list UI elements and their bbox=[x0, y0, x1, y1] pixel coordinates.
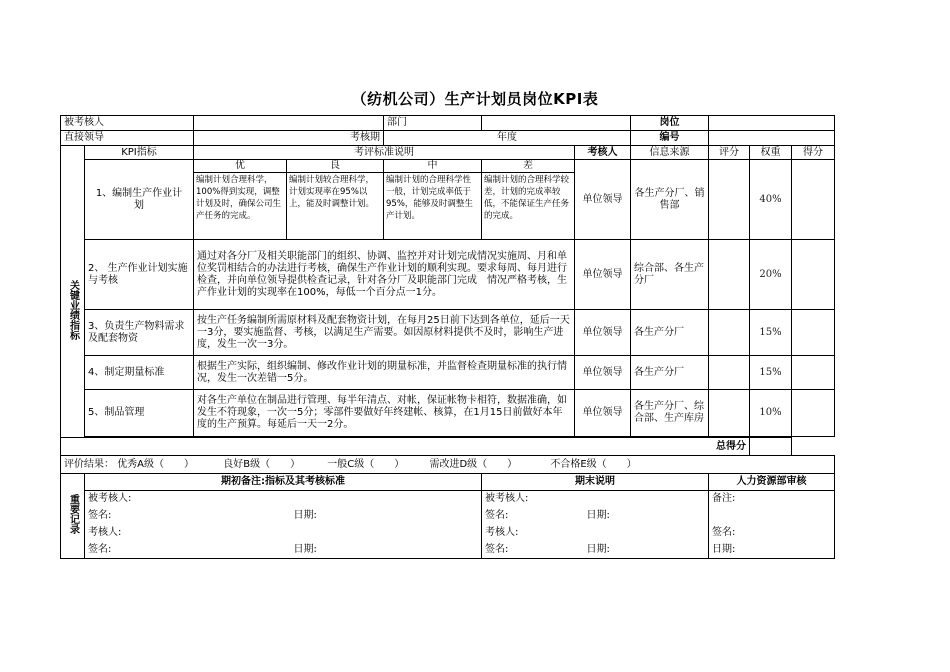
position-label: 岗位 bbox=[631, 116, 709, 131]
evaluation-e[interactable]: 不合格E级（ ） bbox=[550, 458, 637, 470]
col-assessor: 考核人 bbox=[575, 146, 631, 160]
records-end-header: 期末说明 bbox=[482, 474, 709, 491]
period-label: 考核期 bbox=[194, 131, 384, 146]
kpi-5-rating[interactable] bbox=[709, 390, 750, 437]
records-initial-appraisee: 被考核人: bbox=[85, 491, 482, 508]
kpi-3-score[interactable] bbox=[792, 310, 835, 356]
evaluation-d[interactable]: 需改进D级（ ） bbox=[429, 458, 518, 470]
column-header-row bbox=[61, 146, 835, 160]
evaluation-a[interactable]: 优秀A级（ ） bbox=[117, 458, 195, 470]
kpi-5-name: 5、制品管理 bbox=[85, 390, 194, 437]
kpi-4-name: 4、制定期量标准 bbox=[85, 356, 194, 390]
kpi-5-weight: 10% bbox=[750, 390, 792, 437]
kpi-table bbox=[60, 115, 835, 559]
records-hr-date: 日期: bbox=[709, 542, 835, 559]
header-row-2 bbox=[61, 131, 835, 146]
kpi-3-rating[interactable] bbox=[709, 310, 750, 356]
kpi-1-excellent: 编制计划合理科学，100%得到实现，调整计划及时，确保公司生产任务的完成。 bbox=[194, 173, 287, 240]
col-source: 信息来源 bbox=[631, 146, 709, 160]
kpi-5-desc: 对各生产单位在制品进行管理、每半年清点、对帐，保证帐物卡相符，数据准确，如发生不符现象，一次一5分；零部件要做好年终建帐、核算，在1月15日前做好本年度的生产预算。每延后一天一2分。 bbox=[194, 390, 575, 437]
kpi-3-row bbox=[61, 310, 835, 356]
grade-header-row bbox=[61, 160, 835, 173]
kpi-3-name: 3、负责生产物料需求及配套物资 bbox=[85, 310, 194, 356]
kpi-2-name: 2、 生产作业计划实施与考核 bbox=[85, 240, 194, 310]
kpi-2-desc: 通过对各分厂及相关职能部门的组织、协调、监控并对计划完成情况实施周、月和单位奖罚相结合的办法进行考核，确保生产作业计划的顺利实现。要求每周、每月进行检查，并向单位领导提供检查记录，针对各分厂及职能部门完成 情况严格考核，生产作业计划的实现率在100%，每低一个百分点一1分。 bbox=[194, 240, 575, 310]
appraisee-value[interactable] bbox=[194, 116, 384, 131]
year-label: 年度 bbox=[384, 131, 631, 146]
kpi-2-score[interactable] bbox=[792, 240, 835, 310]
records-end-assessor: 考核人: bbox=[482, 525, 709, 542]
evaluation-c[interactable]: 一般C级（ ） bbox=[327, 458, 405, 470]
kpi-1-good: 编制计划较合理科学，计划实现率在95%以上，能及时调整计划。 bbox=[287, 173, 384, 240]
kpi-3-assessor: 单位领导 bbox=[575, 310, 631, 356]
kpi-4-rating[interactable] bbox=[709, 356, 750, 390]
total-score[interactable] bbox=[750, 438, 792, 456]
records-end-date-2: 日期: bbox=[575, 542, 709, 559]
kpi-4-row bbox=[61, 356, 835, 390]
number-value[interactable] bbox=[709, 131, 835, 146]
kpi-2-weight: 20% bbox=[750, 240, 792, 310]
department-label: 部门 bbox=[384, 116, 482, 131]
records-initial-sign-1: 签名: bbox=[85, 508, 194, 525]
records-end-sign-2: 签名: bbox=[482, 542, 575, 559]
records-end-sign-1: 签名: bbox=[482, 508, 575, 525]
supervisor-label: 直接领导 bbox=[61, 131, 194, 146]
records-label-text: 重要记录 bbox=[67, 494, 79, 534]
grade-excellent: 优 bbox=[194, 160, 287, 173]
section-label-text: 关键业绩指标 bbox=[67, 279, 79, 340]
kpi-2-rating[interactable] bbox=[709, 240, 750, 310]
col-weight: 权重 bbox=[750, 146, 792, 160]
kpi-2-row bbox=[61, 240, 835, 310]
col-rating: 评分 bbox=[709, 146, 750, 160]
records-header-row bbox=[61, 474, 835, 491]
kpi-4-assessor: 单位领导 bbox=[575, 356, 631, 390]
records-initial-header: 期初备注:指标及其考核标准 bbox=[85, 474, 482, 491]
records-initial-date-2: 日期: bbox=[194, 542, 482, 559]
col-kpi: KPI指标 bbox=[85, 146, 194, 160]
records-hr-blank-1 bbox=[709, 508, 835, 525]
col-standard: 考评标准说明 bbox=[194, 146, 575, 160]
records-hr-sign: 签名: bbox=[709, 525, 835, 542]
kpi-1-weight: 40% bbox=[750, 160, 792, 240]
records-row-1 bbox=[61, 491, 835, 508]
kpi-3-weight: 15% bbox=[750, 310, 792, 356]
kpi-1-medium: 编制计划的合理科学性一般，计划完成率低于95%，能够及时调整生产计划。 bbox=[384, 173, 482, 240]
kpi-5-assessor: 单位领导 bbox=[575, 390, 631, 437]
records-row-3 bbox=[61, 525, 835, 542]
records-row-2 bbox=[61, 508, 835, 525]
kpi-4-score[interactable] bbox=[792, 356, 835, 390]
records-label bbox=[61, 474, 85, 559]
kpi-3-desc: 按生产任务编制所需原材料及配套物资计划，在每月25日前下达到各单位，延后一天一3分，要实施监督、考核，以满足生产需要。如因原材料提供不及时，影响生产进度，发生一次一3分。 bbox=[194, 310, 575, 356]
kpi-1-score[interactable] bbox=[792, 160, 835, 240]
appraisee-label: 被考核人 bbox=[61, 116, 194, 131]
number-label: 编号 bbox=[631, 131, 709, 146]
header-row-1 bbox=[61, 116, 835, 131]
evaluation-label: 评价结果： bbox=[64, 458, 114, 470]
col-score: 得分 bbox=[792, 146, 835, 160]
page-title: （纺机公司）生产计划员岗位KPI表 bbox=[351, 90, 599, 108]
position-value[interactable] bbox=[709, 116, 835, 131]
kpi-4-weight: 15% bbox=[750, 356, 792, 390]
kpi-5-score[interactable] bbox=[792, 390, 835, 437]
records-initial-sign-2: 签名: bbox=[85, 542, 194, 559]
total-row bbox=[61, 438, 835, 456]
evaluation-row bbox=[61, 456, 835, 474]
kpi-1-source: 各生产分厂、销售部 bbox=[631, 160, 709, 240]
records-end-date-1: 日期: bbox=[575, 508, 709, 525]
grade-good: 良 bbox=[287, 160, 384, 173]
kpi-1-name: 1、编制生产作业计划 bbox=[85, 160, 194, 240]
kpi-1-rating[interactable] bbox=[709, 160, 750, 240]
records-hr-note: 备注: bbox=[709, 491, 835, 508]
grade-poor: 差 bbox=[482, 160, 575, 173]
evaluation-b[interactable]: 良好B级（ ） bbox=[223, 458, 301, 470]
kpi-4-desc: 根据生产实际，组织编制、修改作业计划的期量标准，并监督检查期量标准的执行情况，发生一次差错一5分。 bbox=[194, 356, 575, 390]
department-value[interactable] bbox=[482, 116, 631, 131]
kpi-2-assessor: 单位领导 bbox=[575, 240, 631, 310]
kpi-5-source: 各生产分厂、综合部、生产库房 bbox=[631, 390, 709, 437]
kpi-2-source: 综合部、各生产分厂 bbox=[631, 240, 709, 310]
total-label: 总得分 bbox=[61, 438, 750, 456]
kpi-5-row bbox=[61, 390, 835, 437]
evaluation-result bbox=[61, 456, 835, 474]
kpi-1-poor: 编制计划的合理科学较差，计划的完成率较低，不能保证生产任务的完成。 bbox=[482, 173, 575, 240]
records-end-appraisee: 被考核人: bbox=[482, 491, 709, 508]
records-initial-assessor: 考核人: bbox=[85, 525, 482, 542]
records-initial-date-1: 日期: bbox=[194, 508, 482, 525]
records-hr-header: 人力资源部审核 bbox=[709, 474, 835, 491]
section-label-key-performance bbox=[61, 146, 85, 438]
kpi-3-source: 各生产分厂 bbox=[631, 310, 709, 356]
kpi-4-source: 各生产分厂 bbox=[631, 356, 709, 390]
grade-medium: 中 bbox=[384, 160, 482, 173]
kpi-1-assessor: 单位领导 bbox=[575, 160, 631, 240]
records-row-4 bbox=[61, 542, 835, 559]
